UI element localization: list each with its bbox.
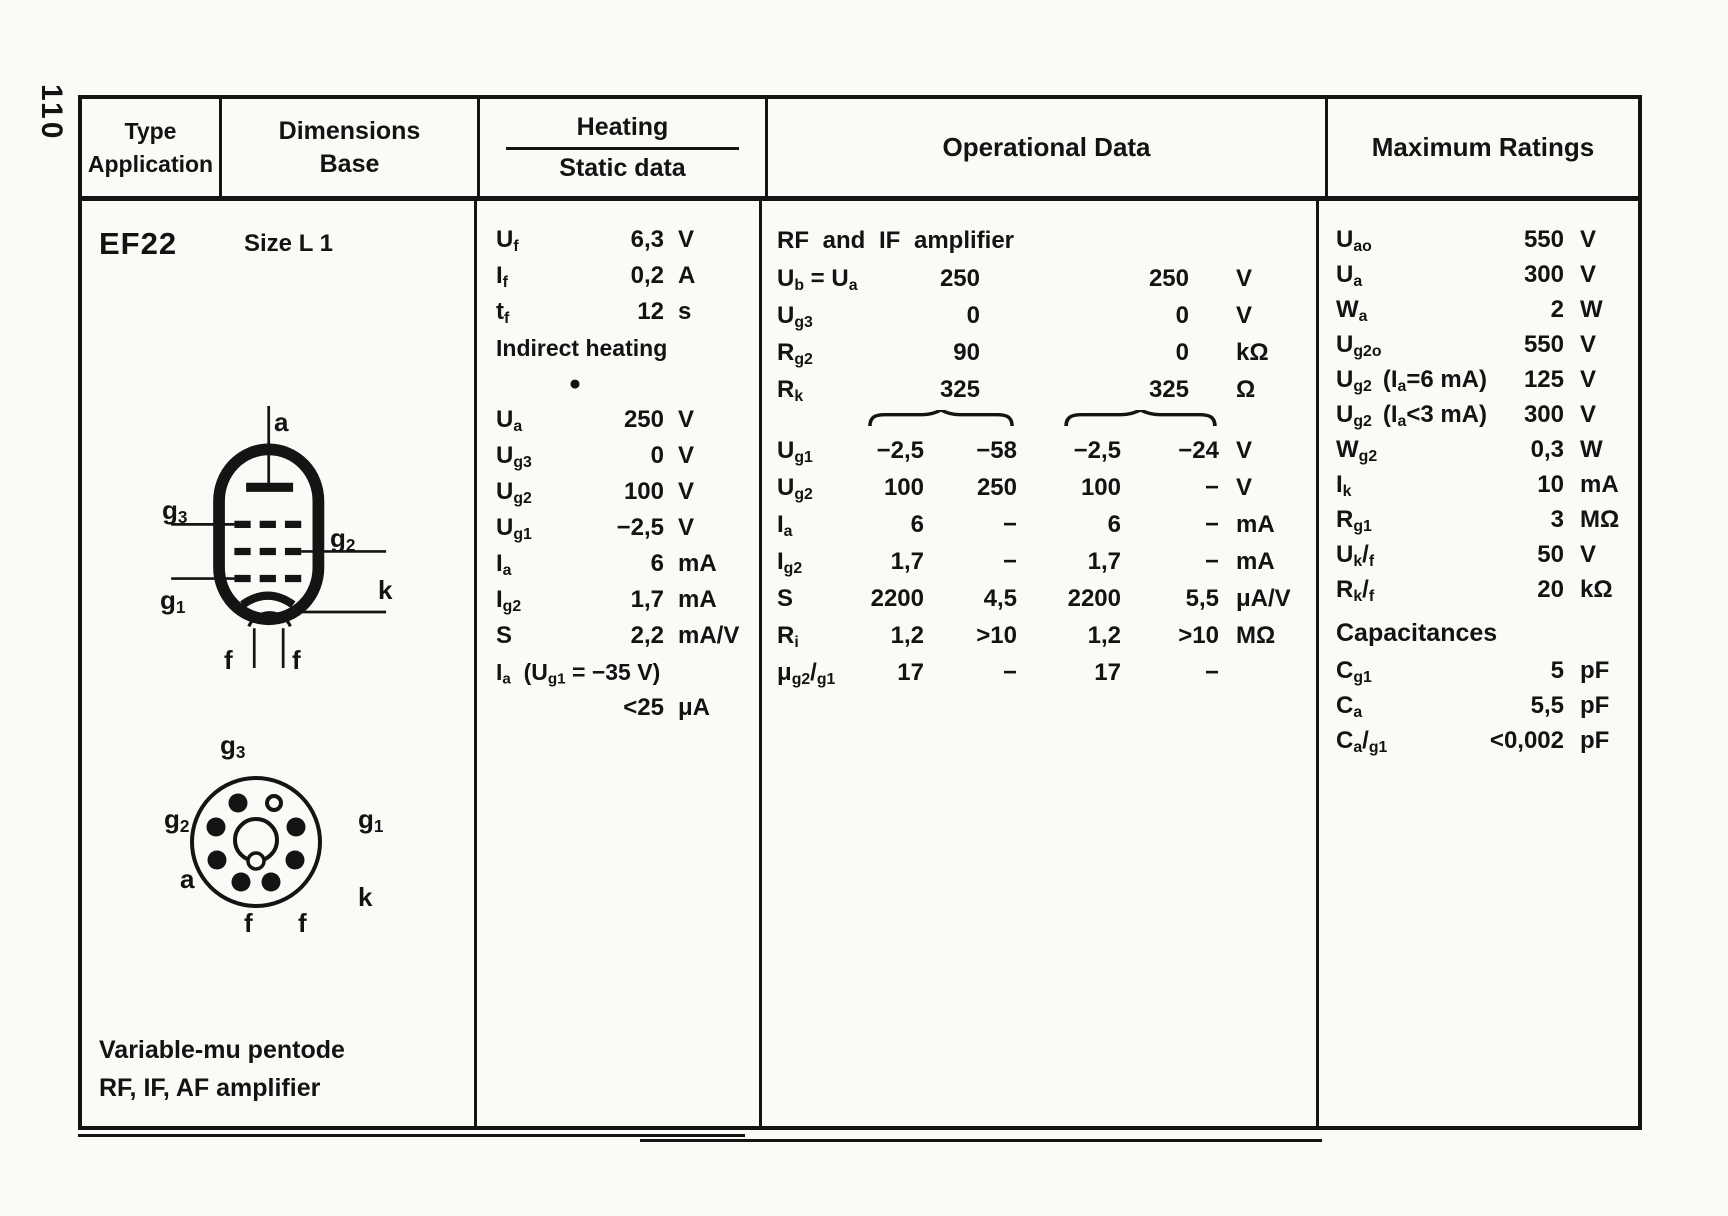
heating-static-column — [474, 201, 759, 1126]
static-row — [496, 438, 759, 474]
parameter-label: $U_{g1}$ — [777, 437, 813, 466]
parameter-label: $W_a$ — [1336, 296, 1368, 325]
group1-value: 325 — [939, 376, 980, 403]
parameter-value: 2 — [1550, 296, 1564, 323]
pin-label-filament: f — [244, 908, 253, 938]
parameter-label: $U_{ao}$ — [1336, 226, 1372, 255]
static-row — [496, 510, 759, 546]
parameter-value: 0,3 — [1530, 436, 1564, 463]
parameter-label: $C_{g1}$ — [1336, 657, 1372, 686]
parameter-unit: V — [678, 442, 695, 469]
parameter-label: $\mu_{g2}/_{g1}$ — [777, 659, 836, 688]
group2-value: 0 — [1175, 302, 1189, 329]
parameter-value: 5,5 — [1530, 692, 1564, 719]
static-note: $I_a$ ($U_{g1} = -35$ V) — [496, 659, 661, 688]
parameter-value: <0,002 — [1489, 727, 1564, 754]
pin-label-cathode: k — [358, 882, 373, 912]
parameter-unit: mA — [678, 586, 717, 613]
static-row — [496, 474, 759, 510]
operational-row — [777, 432, 1316, 469]
pin-label-filament: f — [298, 908, 307, 938]
type-application-column — [82, 201, 474, 1126]
operational-data-column — [759, 201, 1316, 1126]
header-static-data: Static data — [559, 153, 686, 182]
pin-label-grid2: $g_2$ — [164, 804, 190, 837]
group2-brace — [1017, 408, 1219, 432]
parameter-label: $I_f$ — [496, 262, 508, 291]
dot-symbol: ● — [568, 372, 582, 395]
group1-value: 0 — [966, 302, 980, 329]
tube-label-grid1: $g_1$ — [160, 585, 186, 618]
parameter-unit: W — [1580, 436, 1603, 463]
condition-value: − — [1002, 659, 1017, 686]
condition-value: 6 — [1107, 511, 1121, 538]
rating-row — [1336, 502, 1642, 537]
datasheet-table — [78, 95, 1642, 1130]
parameter-unit: s — [678, 298, 692, 325]
header-application: Application — [87, 150, 214, 177]
rating-row — [1336, 222, 1642, 257]
rating-row — [1336, 397, 1642, 432]
parameter-unit: V — [678, 226, 695, 253]
parameter-label: $R_{g1}$ — [1336, 506, 1372, 535]
header-operational-data: Operational Data — [942, 132, 1151, 162]
parameter-unit: W — [1580, 296, 1603, 323]
parameter-label: $I_{g2}$ — [777, 548, 803, 577]
parameter-unit: MΩ — [1236, 622, 1276, 649]
pin-label-grid1: $g_1$ — [358, 804, 384, 837]
parameter-value: 12 — [637, 298, 664, 325]
parameter-value: <25 — [623, 694, 664, 721]
parameter-value: 20 — [1537, 576, 1564, 603]
parameter-unit: V — [1580, 226, 1597, 253]
condition-value: 17 — [897, 659, 924, 686]
parameter-label: $t_f$ — [496, 298, 510, 327]
parameter-value: 10 — [1537, 471, 1564, 498]
parameter-unit: V — [1580, 541, 1597, 568]
parameter-label: $U_a$ — [1336, 261, 1363, 290]
maximum-ratings-column — [1316, 201, 1646, 1126]
tube-label-grid3: $g_3$ — [162, 495, 188, 528]
parameter-value: 1,7 — [630, 586, 664, 613]
header-dimensions: Dimensions — [278, 116, 421, 145]
group1-value: 90 — [953, 339, 980, 366]
static-row — [496, 258, 759, 294]
group2-value: 0 — [1175, 339, 1189, 366]
parameter-value: 100 — [623, 478, 664, 505]
condition-value: >10 — [976, 622, 1017, 649]
tube-label-grid2: $g_2$ — [330, 523, 356, 556]
base-pinout-diagram — [144, 722, 444, 967]
parameter-unit: V — [1236, 302, 1253, 329]
condition-value: 250 — [976, 474, 1017, 501]
parameter-unit: A — [678, 262, 696, 289]
static-row — [496, 618, 759, 654]
group1-value: 250 — [939, 265, 980, 292]
parameter-value: 0,2 — [630, 262, 664, 289]
parameter-unit: pF — [1580, 692, 1610, 719]
rating-row — [1336, 653, 1642, 688]
parameter-value: 6,3 — [630, 226, 664, 253]
pin-label-anode: a — [180, 864, 195, 894]
parameter-label: $U_{g2}$ — [496, 478, 532, 507]
parameter-label: $C_a/_{g1}$ — [1336, 727, 1388, 756]
parameter-label: $I_k$ — [1336, 471, 1352, 500]
parameter-value: 3 — [1550, 506, 1564, 533]
parameter-value: 550 — [1523, 226, 1564, 253]
tube-label-cathode: k — [378, 575, 393, 605]
base-pinout-drawing — [144, 722, 444, 967]
rating-row — [1336, 327, 1642, 362]
parameter-label: $U_{g2}$ — [777, 474, 813, 503]
operational-row — [777, 334, 1316, 371]
capacitance-rows — [1336, 653, 1642, 758]
operational-rows — [777, 260, 1316, 691]
bottom-rule-segment — [640, 1139, 1322, 1142]
rating-row — [1336, 362, 1642, 397]
parameter-label: $U_b = U_a$ — [777, 265, 858, 294]
condition-value: 17 — [1094, 659, 1121, 686]
parameter-unit: mA — [678, 550, 717, 577]
parameter-label: $U_a$ — [496, 406, 523, 435]
parameter-label: $I_{g2}$ — [496, 586, 522, 615]
tube-symbol-drawing — [144, 397, 444, 677]
parameter-value: 250 — [623, 406, 664, 433]
group2-value: 250 — [1148, 265, 1189, 292]
group1-brace — [862, 408, 1017, 432]
tube-description-line2: RF, IF, AF amplifier — [99, 1074, 321, 1102]
operational-row — [777, 617, 1316, 654]
rating-row — [1336, 467, 1642, 502]
bottom-rule-segment — [78, 1134, 745, 1137]
static-row — [496, 546, 759, 582]
parameter-unit: V — [1580, 366, 1597, 393]
condition-value: − — [1204, 548, 1219, 575]
parameter-label: $U_{g2}$ — [1336, 366, 1372, 395]
condition-value: −24 — [1178, 437, 1219, 464]
parameter-label: $R_k$ — [777, 376, 804, 405]
header-heating: Heating — [576, 112, 669, 141]
parameter-value: 2,2 — [630, 622, 664, 649]
parameter-label: $R_k/_f$ — [1336, 576, 1375, 605]
condition-value: −58 — [976, 437, 1017, 464]
column-group-braces — [777, 408, 1316, 432]
header-cell-type-application — [82, 99, 222, 196]
parameter-label: $U_{g3}$ — [777, 302, 813, 331]
table-header-row — [82, 99, 1638, 201]
header-cell-heating-static — [480, 99, 768, 196]
rating-row — [1336, 257, 1642, 292]
parameter-unit: pF — [1580, 727, 1610, 754]
condition-value: − — [1204, 474, 1219, 501]
header-maximum-ratings: Maximum Ratings — [1371, 132, 1595, 162]
parameter-unit: V — [1580, 331, 1597, 358]
parameter-unit: mA — [1580, 471, 1619, 498]
group2-value: 325 — [1148, 376, 1189, 403]
static-row — [496, 222, 759, 258]
condition-value: 1,7 — [890, 548, 924, 575]
parameter-value: 50 — [1537, 541, 1564, 568]
operational-row — [777, 371, 1316, 408]
tube-schematic-diagram — [144, 397, 444, 692]
parameter-value: 5 — [1550, 657, 1564, 684]
static-row — [496, 690, 759, 726]
header-cell-maximum-ratings — [1328, 99, 1638, 196]
rating-row — [1336, 537, 1642, 572]
header-cell-dimensions-base — [222, 99, 480, 196]
tube-description-line1: Variable-mu pentode — [99, 1036, 345, 1064]
static-row — [496, 294, 759, 330]
condition-value: − — [1204, 659, 1219, 686]
rating-row — [1336, 688, 1642, 723]
condition-value: >10 — [1178, 622, 1219, 649]
parameter-label: $W_{g2}$ — [1336, 436, 1378, 465]
condition-value: −2,5 — [876, 437, 924, 464]
header-cell-operational-data — [768, 99, 1328, 196]
rating-row — [1336, 572, 1642, 607]
condition-value: 100 — [883, 474, 924, 501]
operational-row — [777, 580, 1316, 617]
operational-row — [777, 260, 1316, 297]
tube-label-filament: f — [292, 645, 301, 675]
parameter-unit: V — [1236, 437, 1253, 464]
static-note: Indirect heating — [496, 335, 668, 361]
operational-row — [777, 506, 1316, 543]
parameter-value: 300 — [1523, 401, 1564, 428]
parameter-label: $U_k/_f$ — [1336, 541, 1375, 570]
tube-type: EF22 — [99, 226, 178, 261]
rating-row — [1336, 292, 1642, 327]
parameter-value: 6 — [650, 550, 664, 577]
condition-value: − — [1204, 511, 1219, 538]
condition-value: 5,5 — [1185, 585, 1219, 612]
condition-value: − — [1002, 511, 1017, 538]
parameter-value: −2,5 — [616, 514, 664, 541]
condition-value: 1,2 — [890, 622, 924, 649]
parameter-value: 125 — [1523, 366, 1564, 393]
parameter-unit: V — [678, 514, 695, 541]
parameter-unit: V — [1236, 265, 1253, 292]
parameter-unit: pF — [1580, 657, 1610, 684]
parameter-unit: V — [678, 406, 695, 433]
operational-row — [777, 469, 1316, 506]
parameter-unit: kΩ — [1236, 339, 1269, 366]
tube-label-filament: f — [224, 645, 233, 675]
header-type: Type — [124, 117, 177, 144]
page-number: 110 — [35, 84, 68, 142]
parameter-unit — [1219, 654, 1316, 691]
parameter-value: 300 — [1523, 261, 1564, 288]
condition-value: − — [1002, 548, 1017, 575]
header-base: Base — [319, 149, 380, 178]
parameter-value: 0 — [650, 442, 664, 469]
parameter-label: $R_i$ — [777, 622, 799, 651]
parameter-label: $U_f$ — [496, 226, 519, 255]
condition-value: 2200 — [870, 585, 924, 612]
tube-size: Size L 1 — [244, 230, 333, 257]
pin-label-grid3: $g_3$ — [220, 730, 246, 763]
parameter-label: $U_{g2o}$ — [1336, 331, 1382, 360]
static-row — [496, 582, 759, 618]
condition-value: −2,5 — [1073, 437, 1121, 464]
parameter-unit: V — [1580, 401, 1597, 428]
parameter-unit: μA — [678, 694, 711, 721]
parameter-unit: V — [1236, 474, 1253, 501]
parameter-unit: kΩ — [1580, 576, 1613, 603]
operational-title: RF and IF amplifier — [777, 227, 1015, 254]
parameter-unit: μA/V — [1236, 585, 1291, 612]
parameter-condition: ($I_a<3$ mA) — [1382, 401, 1488, 430]
operational-row — [777, 297, 1316, 334]
parameter-unit: mA — [1236, 548, 1275, 575]
parameter-label: $I_a$ — [496, 550, 512, 579]
condition-value: 1,7 — [1087, 548, 1121, 575]
header-divider-rule — [506, 147, 740, 150]
tube-label-anode: a — [274, 407, 289, 437]
parameter-label: S — [777, 585, 794, 612]
rating-row — [1336, 432, 1642, 467]
parameter-unit: V — [1580, 261, 1597, 288]
condition-value: 2200 — [1067, 585, 1121, 612]
parameter-unit: Ω — [1236, 376, 1256, 403]
parameter-label: $C_a$ — [1336, 692, 1363, 721]
parameter-label: S — [496, 622, 513, 649]
rating-rows — [1336, 222, 1642, 607]
parameter-label — [496, 690, 581, 726]
parameter-label: $I_a$ — [777, 511, 793, 540]
parameter-unit: V — [678, 478, 695, 505]
parameter-label: $R_{g2}$ — [777, 339, 813, 368]
capacitances-title: Capacitances — [1336, 619, 1498, 647]
parameter-label: $U_{g1}$ — [496, 514, 532, 543]
parameter-label: $U_{g3}$ — [496, 442, 532, 471]
parameter-unit: mA — [1236, 511, 1275, 538]
parameter-unit: MΩ — [1580, 506, 1620, 533]
parameter-value: 550 — [1523, 331, 1564, 358]
parameter-condition: ($I_a=6$ mA) — [1382, 366, 1488, 395]
operational-row — [777, 543, 1316, 580]
condition-value: 4,5 — [983, 585, 1017, 612]
operational-row — [777, 654, 1316, 691]
rating-row — [1336, 723, 1642, 758]
parameter-label: $U_{g2}$ — [1336, 401, 1372, 430]
condition-value: 100 — [1080, 474, 1121, 501]
parameter-unit: mA/V — [678, 622, 740, 649]
static-row — [496, 402, 759, 438]
condition-value: 1,2 — [1087, 622, 1121, 649]
condition-value: 6 — [910, 511, 924, 538]
